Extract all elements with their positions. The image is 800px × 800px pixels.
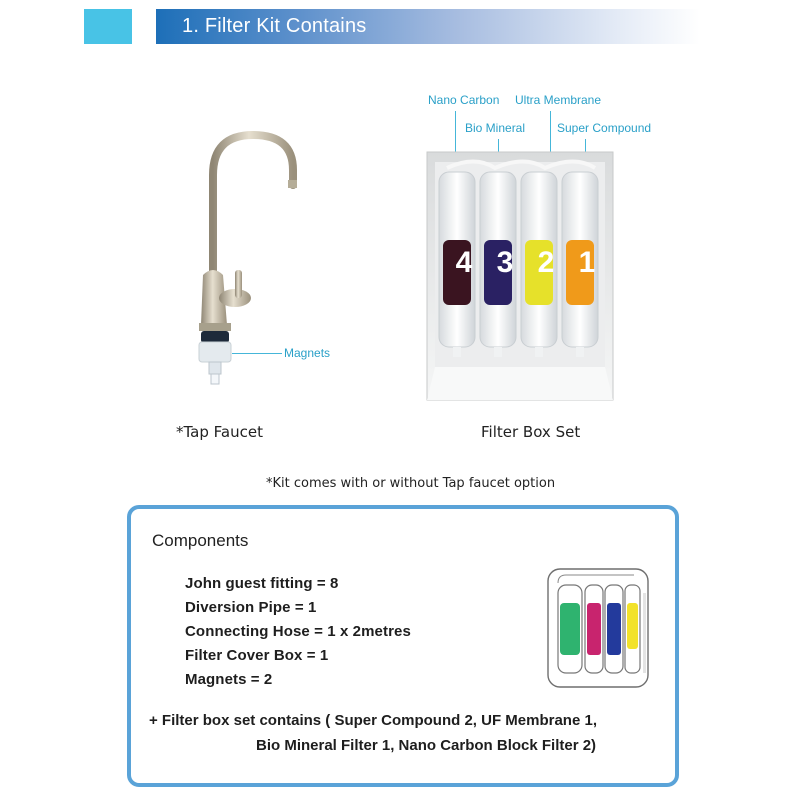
magnets-callout: Magnets — [284, 346, 331, 360]
cartridge-number-3: 3 — [496, 246, 514, 279]
kit-option-note: *Kit comes with or without Tap faucet option — [266, 476, 556, 491]
callout-super-compound: Super Compound — [557, 121, 652, 135]
illustration-cartridge-green — [560, 603, 580, 655]
callout-bio-mineral: Bio Mineral — [465, 121, 526, 135]
magnets-leader-line — [232, 353, 282, 354]
component-item: Connecting Hose = 1 x 2metres — [185, 623, 411, 640]
section-title: 1. Filter Kit Contains — [182, 15, 367, 37]
component-item: Filter Cover Box = 1 — [185, 647, 329, 664]
filter-box-set-caption: Filter Box Set — [481, 423, 581, 441]
cartridge-number-4: 4 — [455, 246, 473, 279]
illustration-cartridge-magenta — [587, 603, 601, 655]
callout-nano-carbon: Nano Carbon — [428, 93, 500, 107]
tap-faucet-caption: *Tap Faucet — [176, 423, 263, 441]
section-title-bar — [156, 9, 700, 44]
components-title: Components — [152, 531, 249, 550]
filter-box-icon — [544, 563, 654, 693]
component-item: John guest fitting = 8 — [185, 575, 339, 592]
illustration-cartridge-blue — [607, 603, 621, 655]
cartridge-number-2: 2 — [537, 246, 555, 279]
cartridge-number-1: 1 — [578, 246, 596, 279]
callout-ultra-membrane: Ultra Membrane — [515, 93, 602, 107]
illustration-cartridge-yellow — [627, 603, 638, 649]
component-item: Magnets = 2 — [185, 671, 273, 688]
components-box — [127, 505, 679, 787]
header-accent-square — [84, 9, 132, 44]
components-list — [185, 575, 411, 695]
filter-box-contents-line2: Bio Mineral Filter 1, Nano Carbon Block Filter 2) — [256, 737, 597, 754]
filter-box-contents-line1: + Filter box set contains ( Super Compound 2, UF Membrane 1, — [149, 712, 597, 729]
component-item: Diversion Pipe = 1 — [185, 599, 317, 616]
